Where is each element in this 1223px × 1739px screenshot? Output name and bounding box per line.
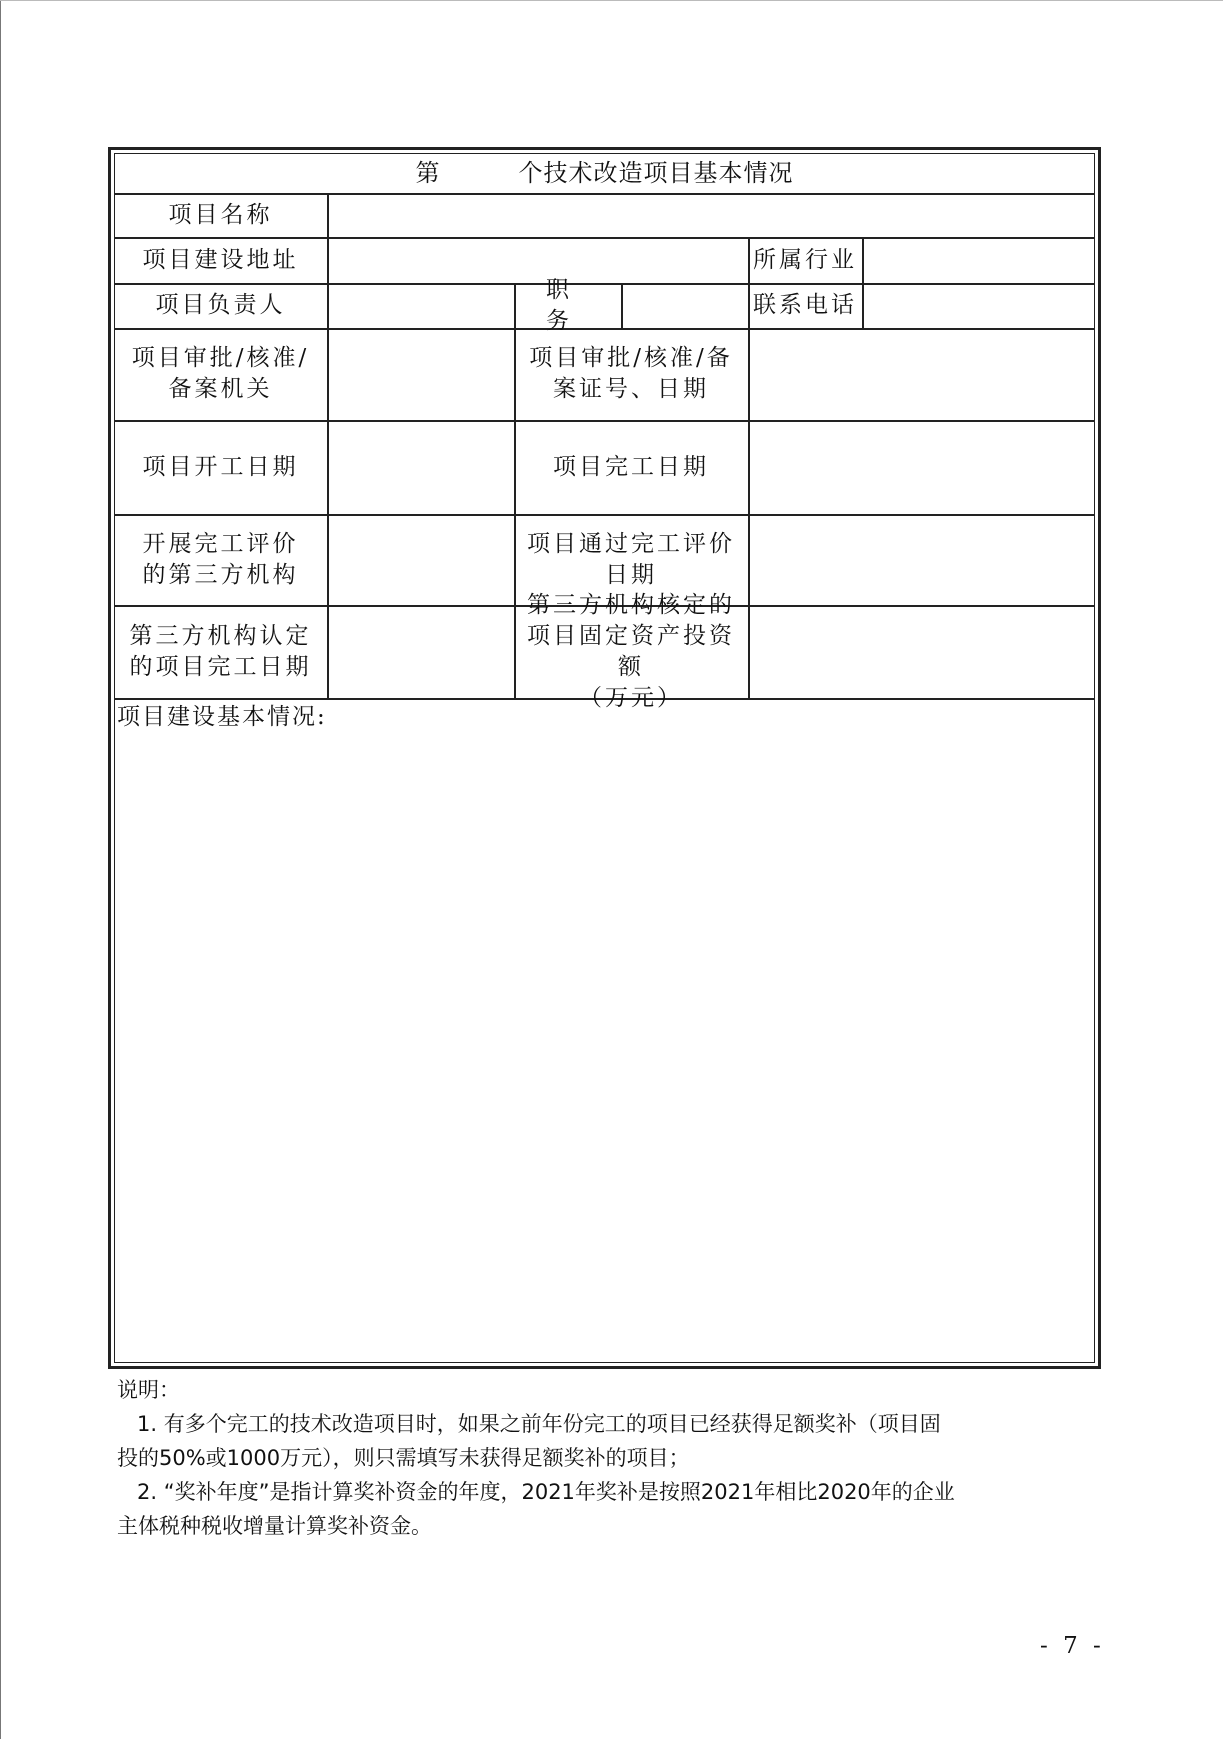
label-phone: 联系电话 [753, 292, 857, 318]
field-evaluation-pass-date[interactable] [748, 514, 1095, 605]
field-construction-overview[interactable] [116, 736, 1093, 1361]
label-approval-number-date: 项目审批/核准/备案证号、日期 [529, 345, 733, 402]
label-industry: 所属行业 [753, 246, 857, 273]
label-start-date: 项目开工日期 [142, 453, 299, 480]
form-title-main: 个技术改造项目基本情况 [518, 158, 794, 187]
label-evaluation-pass-date: 项目通过完工评价日期 [527, 530, 735, 588]
field-phone[interactable] [862, 283, 1095, 328]
note-item-2-line-2: 主体税种税收增量计算奖补资金。 [117, 1514, 432, 1538]
field-fixed-asset-investment[interactable] [748, 605, 1095, 698]
page-edge [0, 0, 1223, 1]
label-third-party-completion-date: 第三方机构认定的项目完工日期 [129, 622, 312, 680]
field-third-party-agency[interactable] [328, 514, 514, 605]
form-title [114, 153, 1095, 193]
field-start-date[interactable] [328, 420, 514, 514]
notes-heading: 说明： [117, 1378, 180, 1402]
note-item-1-line-1: 1. 有多个完工的技术改造项目时，如果之前年份完工的项目已经获得足额奖补（项目固 [137, 1412, 941, 1436]
note-item-1-line-2: 投的50%或1000万元），则只需填写未获得足额奖补的项目； [117, 1446, 690, 1470]
note-item-2-line-1: 2. “奖补年度”是指计算奖补资金的年度，2021年奖补是按照2021年相比2020年的企业 [137, 1480, 955, 1504]
field-approval-number-date[interactable] [748, 328, 1095, 420]
field-project-name[interactable] [328, 193, 1095, 237]
field-third-party-completion-date[interactable] [328, 605, 514, 698]
field-project-leader[interactable] [328, 283, 514, 328]
label-approval-agency: 项目审批/核准/备案机关 [131, 345, 310, 402]
label-investment-unit: （万元） [579, 684, 683, 711]
page-number: - 7 - [1040, 1633, 1105, 1659]
page-edge [0, 0, 1, 1739]
field-industry[interactable] [862, 237, 1095, 283]
label-completion-date: 项目完工日期 [553, 453, 709, 480]
label-project-leader: 项目负责人 [155, 292, 286, 318]
notes-section [117, 1373, 1087, 1543]
form-title-ordinal: 第 [415, 158, 441, 187]
label-fixed-asset-investment-text: 第三方机构核定的项目固定资产投资额 [527, 591, 735, 680]
label-project-name: 项目名称 [168, 201, 273, 228]
label-fixed-asset-investment [514, 591, 748, 711]
field-position[interactable] [621, 283, 748, 328]
label-third-party-agency: 开展完工评价的第三方机构 [142, 530, 299, 588]
field-completion-date[interactable] [748, 420, 1095, 514]
label-project-address: 项目建设地址 [142, 246, 299, 273]
label-construction-overview: 项目建设基本情况: [117, 704, 327, 730]
label-position: 职 务 [546, 276, 589, 334]
field-approval-agency[interactable] [328, 328, 514, 420]
